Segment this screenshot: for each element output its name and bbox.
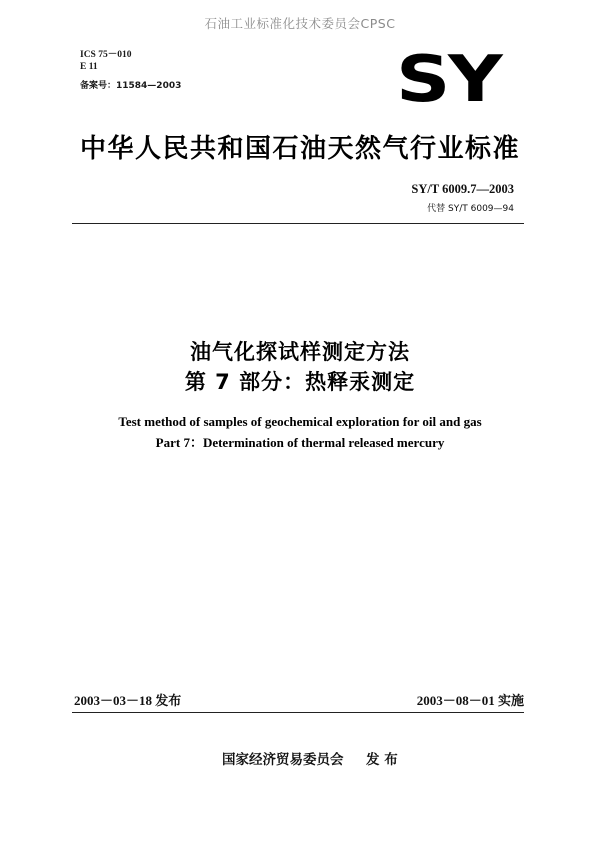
english-title-line-2: Part 7：Determination of thermal released mercury <box>155 435 445 450</box>
issue-date: 2003－03－18 发布 <box>74 693 182 708</box>
sy-logo: SY <box>396 43 501 117</box>
category-code: E 11 <box>80 62 98 72</box>
chinese-title-line-1: 油气化探试样测定方法 <box>190 340 410 364</box>
record-number: 备案号：11584—2003 <box>80 81 182 91</box>
implementation-date: 2003－08－01 实施 <box>416 693 524 708</box>
issuing-authority: 国家经济贸易委员会 <box>222 752 344 768</box>
header-divider <box>72 223 524 224</box>
ics-code: ICS 75－010 <box>80 50 132 60</box>
standard-number: SY/T 6009.7—2003 <box>411 182 514 196</box>
english-title-line-1: Test method of samples of geochemical exploration for oil and gas <box>118 414 482 429</box>
watermark-text: 石油工业标准化技术委员会CPSC <box>204 16 396 31</box>
footer-divider <box>72 712 524 713</box>
replaces-standard: 代替 SY/T 6009—94 <box>427 204 514 214</box>
issue-label: 发 布 <box>366 752 398 768</box>
chinese-title-line-2: 第 7 部分：热释汞测定 <box>184 370 416 394</box>
industry-standard-title: 中华人民共和国石油天然气行业标准 <box>79 134 520 164</box>
